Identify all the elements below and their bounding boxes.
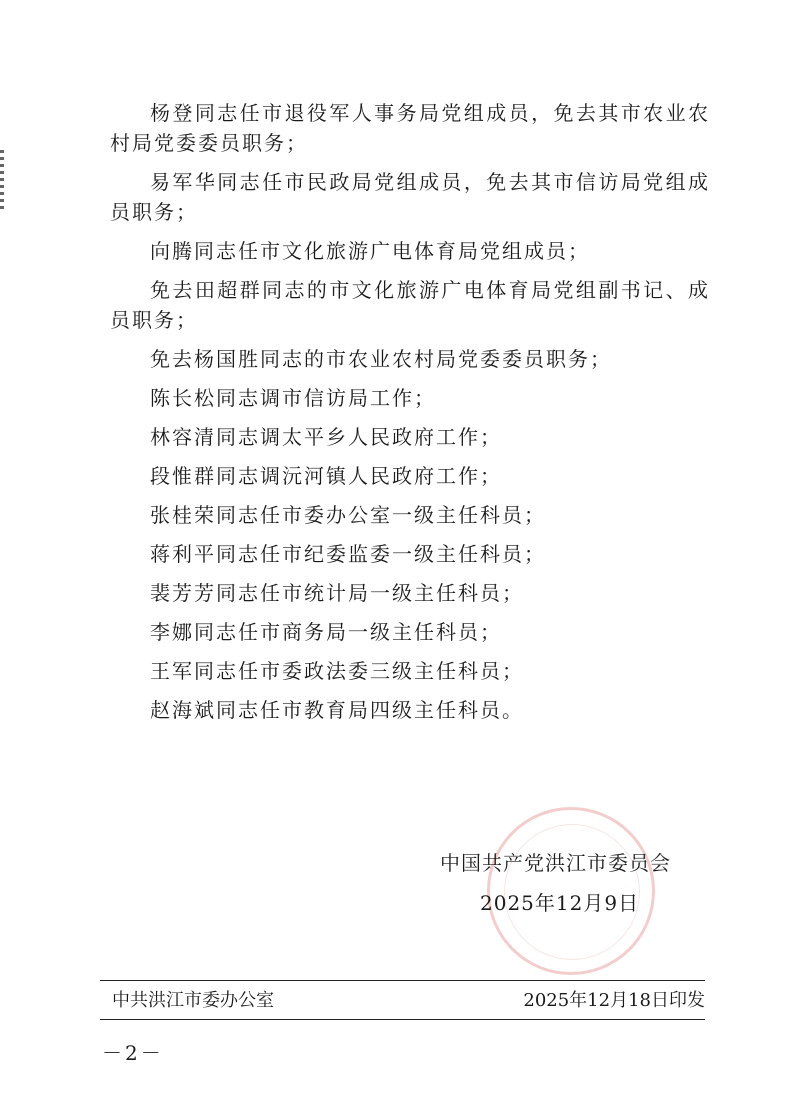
paragraph-5: 免去杨国胜同志的市农业农村局党委委员职务； [150, 347, 612, 371]
paragraph-8: 段惟群同志调沅河镇人民政府工作； [150, 464, 502, 488]
issuance-footer [100, 986, 705, 1016]
paragraph-11: 裴芳芳同志任市统计局一级主任科员； [150, 581, 524, 605]
signature-date: 2025年12月9日 [480, 891, 640, 915]
footer-bottom-rule [100, 1019, 705, 1020]
paragraph-9: 张桂荣同志任市委办公室一级主任科员； [150, 503, 546, 527]
paragraph-3: 向腾同志任市文化旅游广电体育局党组成员； [150, 239, 590, 263]
paragraph-2: 易军华同志任市民政局党组成员，免去其市信访局党组成员职务； [110, 170, 710, 224]
signature-organization: 中国共产党洪江市委员会 [440, 851, 671, 875]
document-body [110, 98, 710, 734]
paragraph-13: 王军同志任市委政法委三级主任科员； [150, 659, 524, 683]
paragraph-7: 林容清同志调太平乡人民政府工作； [150, 425, 502, 449]
paragraph-4: 免去田超群同志的市文化旅游广电体育局党组副书记、成员职务； [110, 278, 710, 332]
paragraph-6: 陈长松同志调市信访局工作； [150, 386, 436, 410]
footer-top-rule [100, 980, 705, 981]
footer-issue-date: 2025年12月18日印发 [523, 990, 705, 1011]
footer-issuer: 中共洪江市委办公室 [112, 990, 274, 1011]
signature-block [440, 848, 700, 918]
paragraph-10: 蒋利平同志任市纪委监委一级主任科员； [150, 542, 546, 566]
page-number: －2－ [102, 1041, 164, 1065]
binding-marks [0, 150, 4, 210]
paragraph-1: 杨登同志任市退役军人事务局党组成员，免去其市农业农村局党委委员职务； [110, 101, 710, 155]
paragraph-14: 赵海斌同志任市教育局四级主任科员。 [150, 698, 524, 722]
paragraph-12: 李娜同志任市商务局一级主任科员； [150, 620, 502, 644]
